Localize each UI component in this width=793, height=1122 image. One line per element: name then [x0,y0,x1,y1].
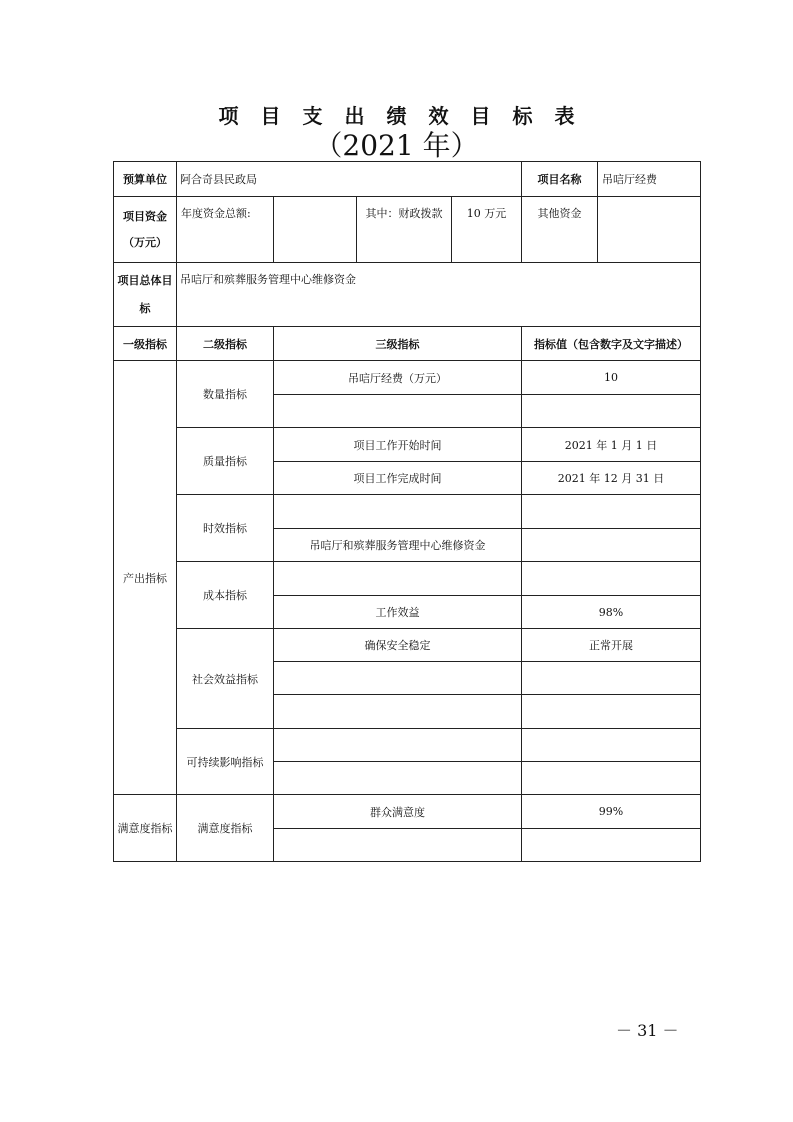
quality-indicator-label: 质量指标 [177,428,274,495]
indicator-name [274,562,522,596]
table-row [114,629,701,662]
table-row [114,729,701,762]
indicator-value: 99% [522,795,701,829]
group-label-output: 产出指标 [114,361,177,795]
project-funds-label-line1: 项目资金 [123,209,167,223]
indicator-name: 确保安全稳定 [274,629,522,662]
other-funds-label: 其他资金 [522,197,598,263]
column-header-value: 指标值（包含数字及文字描述） [522,327,701,361]
indicator-value [522,662,701,695]
column-header-level1: 一级指标 [114,327,177,361]
indicator-name: 项目工作开始时间 [274,428,522,462]
other-funds-value [598,197,701,263]
project-name-value: 吊唁厅经费 [598,162,701,197]
indicator-value: 2021 年 12 月 31 日 [522,462,701,495]
overall-goal-row [114,263,701,327]
table-row [114,428,701,462]
satisfaction-indicator-label: 满意度指标 [177,795,274,862]
indicator-value: 2021 年 1 月 1 日 [522,428,701,462]
cost-indicator-label: 成本指标 [177,562,274,629]
indicator-name: 吊唁厅和殡葬服务管理中心维修资金 [274,529,522,562]
project-funds-label [114,197,177,263]
fiscal-allocation-label: 其中：财政拨款 [357,197,452,263]
sustainability-indicator-label: 可持续影响指标 [177,729,274,795]
budget-unit-label: 预算单位 [114,162,177,197]
page-title: 项目支出绩效目标表 [218,104,597,128]
indicator-name [274,762,522,795]
indicator-name [274,695,522,729]
indicator-name [274,829,522,862]
indicator-value: 98% [522,596,701,629]
indicator-name: 吊唁厅经费（万元） [274,361,522,395]
indicator-name: 群众满意度 [274,795,522,829]
project-name-label: 项目名称 [522,162,598,197]
indicator-name: 项目工作完成时间 [274,462,522,495]
performance-target-table [113,161,701,862]
project-funds-row [114,197,701,263]
indicator-value [522,729,701,762]
table-header-row [114,327,701,361]
annual-total-value [274,197,357,263]
indicator-value: 10 [522,361,701,395]
overall-goal-label-line2: 标 [139,301,151,315]
indicator-value [522,829,701,862]
project-funds-label-line2: （万元） [123,235,167,249]
quantity-indicator-label: 数量指标 [177,361,274,428]
budget-unit-row [114,162,701,197]
table-row [114,795,701,829]
annual-total-label: 年度资金总额: [177,197,274,263]
indicator-value [522,529,701,562]
table-row [114,361,701,395]
indicator-value [522,562,701,596]
indicator-value [522,762,701,795]
indicator-name [274,729,522,762]
table-row [114,562,701,596]
indicator-name [274,495,522,529]
page-subtitle-year: （2021 年） [314,129,479,162]
fiscal-allocation-value: 10 万元 [452,197,522,263]
overall-goal-value: 吊唁厅和殡葬服务管理中心维修资金 [177,263,701,327]
indicator-value [522,695,701,729]
social-benefit-indicator-label: 社会效益指标 [177,629,274,729]
table-row [114,495,701,529]
column-header-level2: 二级指标 [177,327,274,361]
page-number: － 31 － [616,1021,679,1040]
budget-unit-value: 阿合奇县民政局 [177,162,522,197]
indicator-value: 正常开展 [522,629,701,662]
indicator-name [274,395,522,428]
overall-goal-label [114,263,177,327]
timeliness-indicator-label: 时效指标 [177,495,274,562]
indicator-name [274,662,522,695]
indicator-value [522,495,701,529]
column-header-level3: 三级指标 [274,327,522,361]
indicator-name: 工作效益 [274,596,522,629]
indicator-value [522,395,701,428]
group-label-satisfaction: 满意度指标 [114,795,177,862]
overall-goal-label-line1: 项目总体目 [117,273,173,287]
